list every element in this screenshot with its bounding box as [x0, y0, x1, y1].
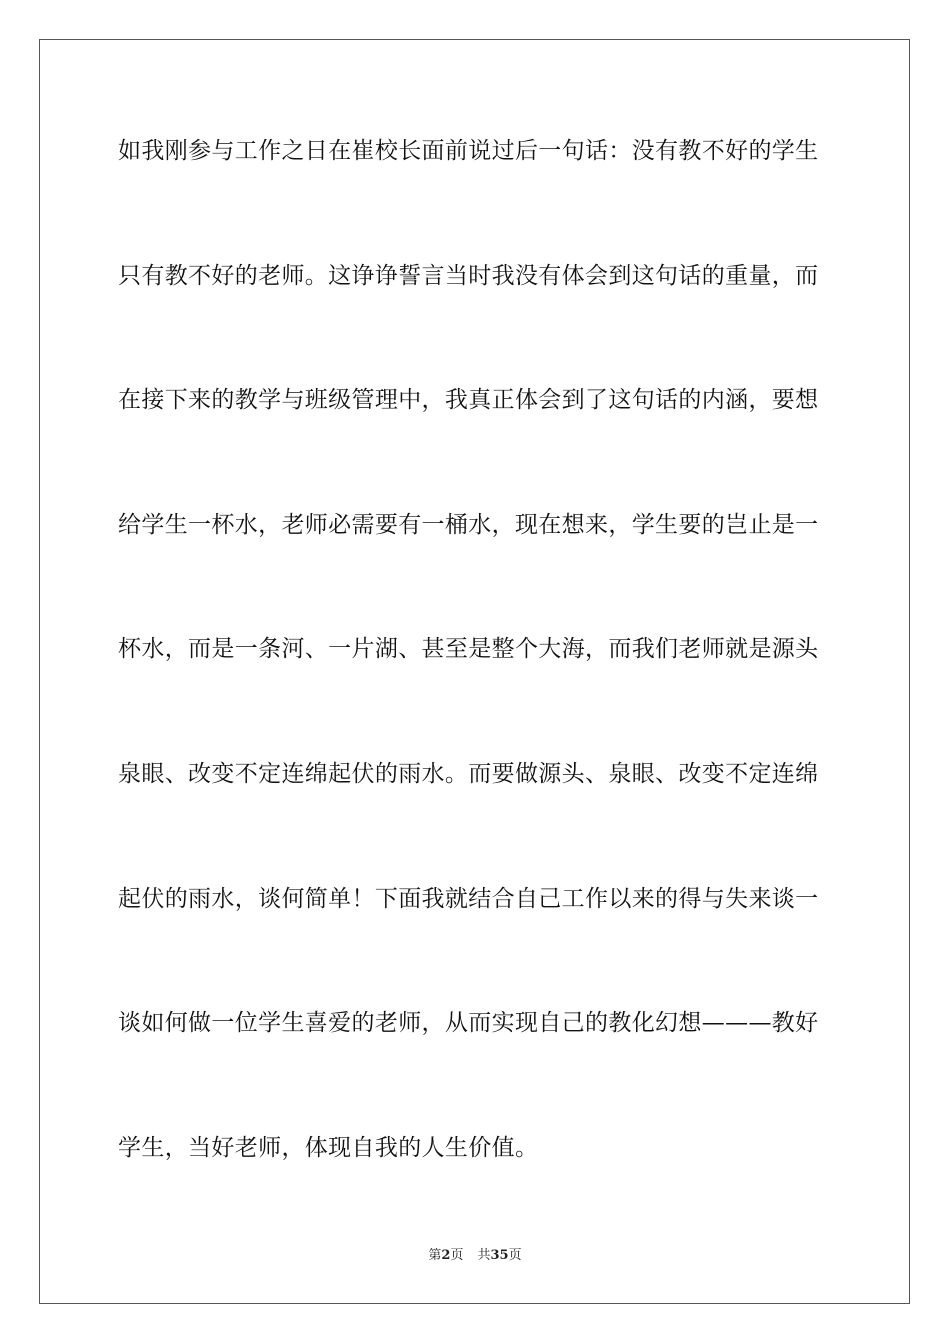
total-suffix: 页 — [508, 1248, 522, 1263]
text-line-1: 如我刚参与工作之日在崔校长面前说过后一句话：没有教不好的学生 — [118, 138, 819, 164]
text-line-7: 起伏的雨水，谈何简单！下面我就结合自己工作以来的得与失来谈一 — [118, 885, 819, 912]
text-line-6: 泉眼、改变不定连绵起伏的雨水。而要做源头、泉眼、改变不定连绵 — [118, 760, 819, 787]
page-footer — [0, 1244, 950, 1268]
text-line-4: 给学生一杯水，老师必需要有一桶水，现在想来，学生要的岂止是一 — [118, 511, 819, 538]
current-page-number: 2 — [441, 1248, 451, 1263]
page-prefix: 第 — [428, 1248, 442, 1263]
text-line-3: 在接下来的教学与班级管理中，我真正体会到了这句话的内涵，要想 — [118, 387, 819, 414]
page-suffix: 页 — [450, 1248, 464, 1263]
total-prefix: 共 — [477, 1248, 491, 1263]
total-pages-number: 35 — [490, 1248, 509, 1263]
text-line-2: 只有教不好的老师。这诤诤誓言当时我没有体会到这句话的重量，而 — [118, 262, 819, 289]
text-line-5: 杯水，而是一条河、一片湖、甚至是整个大海，而我们老师就是源头 — [118, 636, 819, 663]
text-line-9: 学生，当好老师，体现自我的人生价值。 — [118, 1134, 539, 1161]
text-line-8: 谈如何做一位学生喜爱的老师，从而实现自己的教化幻想———教好 — [118, 1010, 819, 1037]
document-body — [118, 119, 834, 1240]
